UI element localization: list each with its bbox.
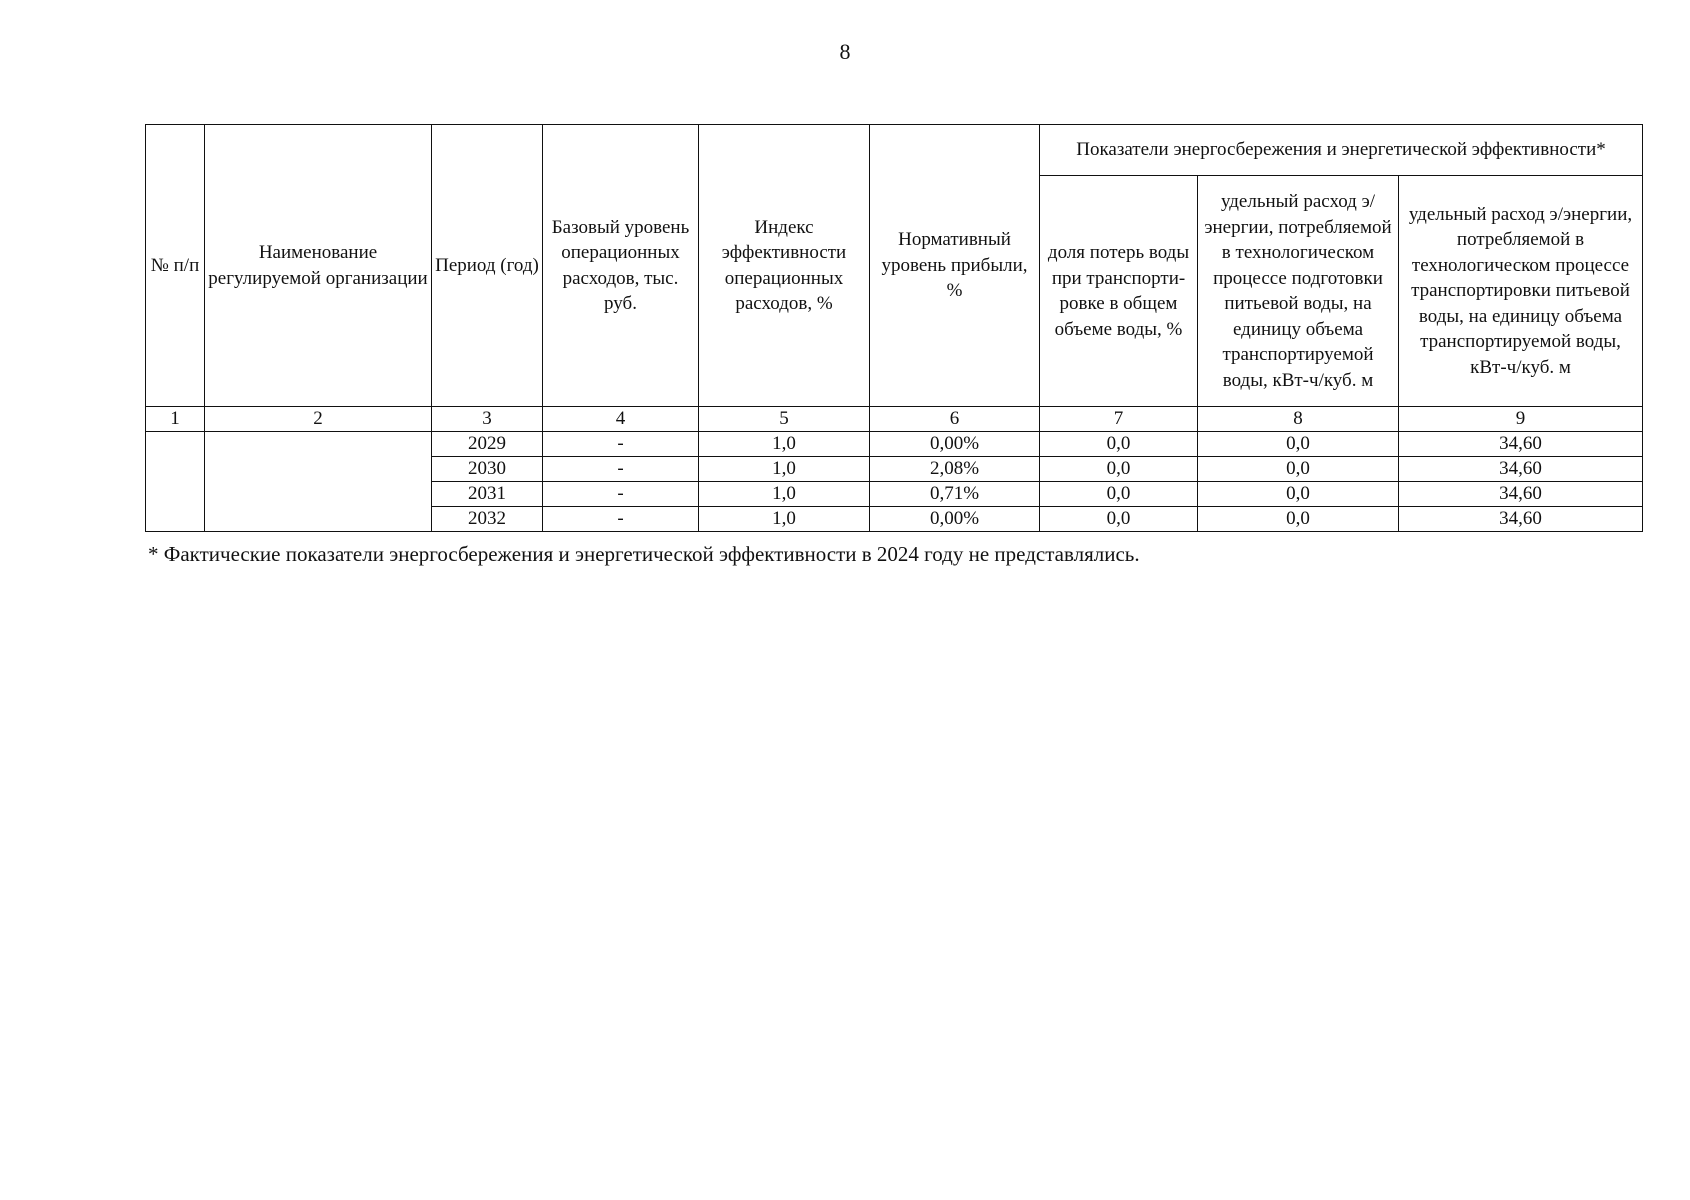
efficiency-index-cell: 1,0 — [699, 457, 870, 482]
profit-level-cell: 0,00% — [870, 432, 1040, 457]
base-level-cell: - — [543, 457, 699, 482]
header-row-group — [146, 125, 1643, 176]
column-number: 3 — [432, 407, 543, 432]
water-loss-cell: 0,0 — [1040, 457, 1198, 482]
column-number: 2 — [205, 407, 432, 432]
base-level-cell: - — [543, 482, 699, 507]
water-loss-cell: 0,0 — [1040, 507, 1198, 532]
column-number-row — [146, 407, 1643, 432]
energy-transport-cell: 34,60 — [1399, 432, 1643, 457]
period-cell: 2032 — [432, 507, 543, 532]
page-number: 8 — [839, 39, 851, 64]
header-col-profit-level: Нормативный уровень прибыли, % — [870, 125, 1040, 407]
header-col-number: № п/п — [146, 125, 205, 407]
water-loss-cell: 0,0 — [1040, 432, 1198, 457]
efficiency-index-cell: 1,0 — [699, 482, 870, 507]
profit-level-cell: 2,08% — [870, 457, 1040, 482]
efficiency-index-cell: 1,0 — [699, 432, 870, 457]
header-col-energy-transport: удельный расход э/энергии, потребляемой в технологическом процессе транспортировки питьевой воды, на единицу объема транспортируемой воды, кВт-ч/куб. м — [1399, 176, 1643, 407]
column-number: 1 — [146, 407, 205, 432]
energy-prep-cell: 0,0 — [1198, 457, 1399, 482]
energy-transport-cell: 34,60 — [1399, 507, 1643, 532]
header-col-period: Период (год) — [432, 125, 543, 407]
energy-transport-cell: 34,60 — [1399, 457, 1643, 482]
header-col-base-level: Базовый уровень операционных расходов, тыс. руб. — [543, 125, 699, 407]
period-cell: 2030 — [432, 457, 543, 482]
period-cell: 2029 — [432, 432, 543, 457]
header-col-water-loss: доля потерь воды при транспорти-ровке в общем объеме воды, % — [1040, 176, 1198, 407]
energy-prep-cell: 0,0 — [1198, 507, 1399, 532]
profit-level-cell: 0,00% — [870, 507, 1040, 532]
header-col-energy-prep: удельный расход э/энергии, потребляемой в технологическом процессе подготовки питьевой воды, на единицу объема транспортируемой воды, кВт-ч/куб. м — [1198, 176, 1399, 407]
column-number: 7 — [1040, 407, 1198, 432]
column-number: 9 — [1399, 407, 1643, 432]
base-level-cell: - — [543, 507, 699, 532]
base-level-cell: - — [543, 432, 699, 457]
period-cell: 2031 — [432, 482, 543, 507]
energy-transport-cell: 34,60 — [1399, 482, 1643, 507]
header-col-efficiency-index: Индекс эффективности операционных расходов, % — [699, 125, 870, 407]
header-group-energy: Показатели энергосбережения и энергетической эффективности* — [1040, 125, 1643, 176]
table-row — [146, 432, 1643, 457]
column-number: 4 — [543, 407, 699, 432]
efficiency-index-cell: 1,0 — [699, 507, 870, 532]
indicators-table — [145, 124, 1643, 532]
column-number: 8 — [1198, 407, 1399, 432]
column-number: 6 — [870, 407, 1040, 432]
energy-prep-cell: 0,0 — [1198, 432, 1399, 457]
footnote: * Фактические показатели энергосбережения и энергетической эффективности в 2024 году не представлялись. — [148, 542, 1140, 566]
water-loss-cell: 0,0 — [1040, 482, 1198, 507]
organization-name-cell — [205, 432, 432, 532]
column-number: 5 — [699, 407, 870, 432]
header-col-organization: Наименование регулируемой организации — [205, 125, 432, 407]
profit-level-cell: 0,71% — [870, 482, 1040, 507]
row-number-cell — [146, 432, 205, 532]
energy-prep-cell: 0,0 — [1198, 482, 1399, 507]
